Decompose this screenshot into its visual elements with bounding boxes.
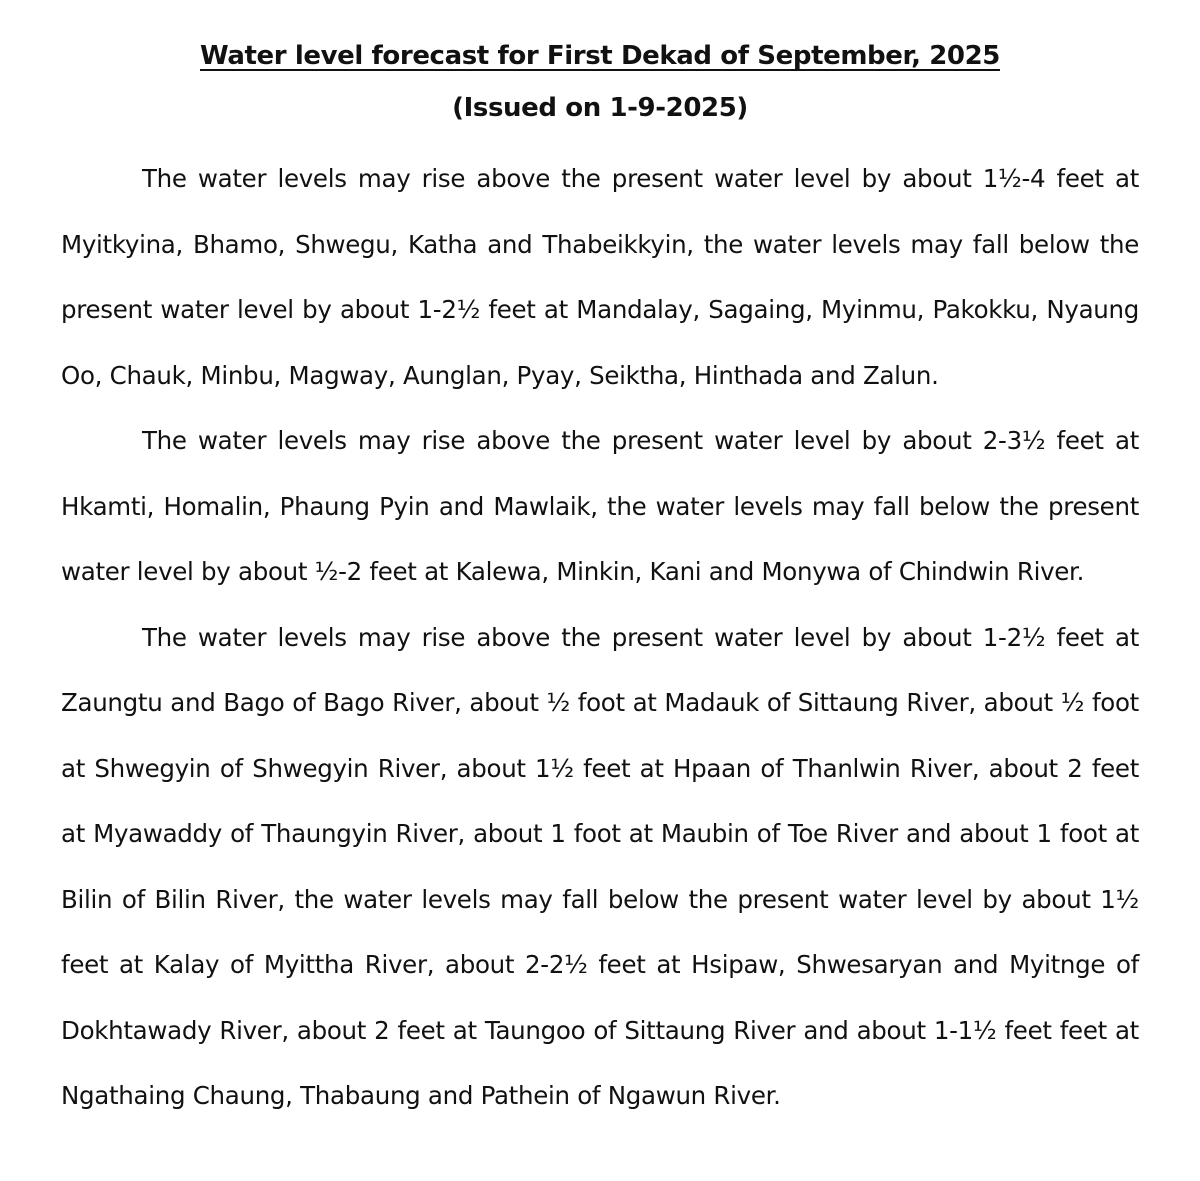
paragraph-chindwin: The water levels may rise above the present water level by about 2-3½ feet at Hkamti, Homalin, Phaung Pyin and Mawlaik, the water levels may fall below the present water level by about ½-2 feet at Kalewa, Minkin, Kani and Monywa of Chindwin River.	[61, 426, 1139, 586]
paragraph-ayeyarwady: The water levels may rise above the present water level by about 1½-4 feet at Myitkyina, Bhamo, Shwegu, Katha and Thabeikkyin, the water levels may fall below the present water level by about 1-2½ feet at Mandalay, Sagaing, Myinmu, Pakokku, Nyaung Oo, Chauk, Minbu, Magway, Aunglan, Pyay, Seiktha, Hinthada and Zalun.	[61, 164, 1139, 390]
paragraph-other-rivers: The water levels may rise above the present water level by about 1-2½ feet at Zaungtu and Bago of Bago River, about ½ foot at Madauk of Sittaung River, about ½ foot at Shwegyin of Shwegyin River, about 1½ feet at Hpaan of Thanlwin River, about 2 feet at Myawaddy of Thaungyin River, about 1 foot at Maubin of Toe River and about 1 foot at Bilin of Bilin River, the water levels may fall below the present water level by about 1½ feet at Kalay of Myittha River, about 2-2½ feet at Hsipaw, Shwesaryan and Myitnge of Dokhtawady River, about 2 feet at Taungoo of Sittaung River and about 1-1½ feet feet at Ngathaing Chaung, Thabaung and Pathein of Ngawun River.	[61, 622, 1139, 1110]
forecast-body	[61, 146, 1139, 1129]
issued-date: (Issued on 1-9-2025)	[452, 93, 748, 123]
document-title: Water level forecast for First Dekad of September, 2025	[200, 41, 1000, 71]
